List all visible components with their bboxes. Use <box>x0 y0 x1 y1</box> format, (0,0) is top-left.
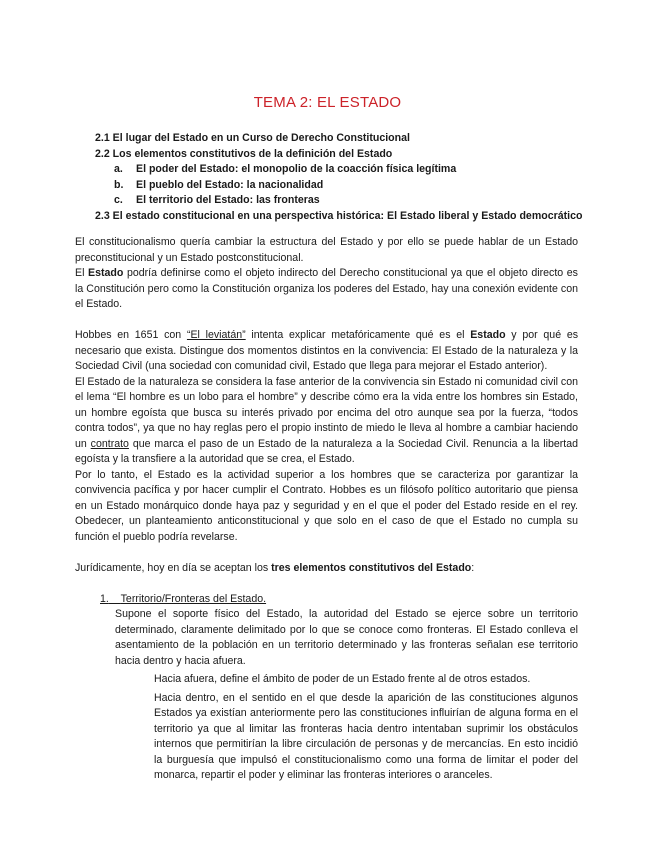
bold-term: Estado <box>88 267 124 279</box>
toc-subitem-b <box>0 178 655 194</box>
paragraph-elementos <box>75 561 578 577</box>
toc-item-2-1: 2.1 El lugar del Estado en un Curso de Derecho Constitucional <box>95 132 410 144</box>
toc-subitem-mark: a. <box>114 163 123 175</box>
paragraph-estado-naturaleza <box>75 375 578 468</box>
item-description: Supone el soporte físico del Estado, la autoridad del Estado se ejerce sobre un territorio determinado, claramente delimitado por lo que se conoce como fronteras. El Estado conlleva el asentamiento de la población en un territorio determinado y las fronteras señalan ese territorio hacia dentro y hacia afuera. <box>115 608 578 667</box>
bullet-text: Hacia dentro, en el sentido en el que desde la aparición de las constituciones algunos Estados ya existían anteriormente pero las constituciones influirían de alguna forma en el territorio ya que al limitar las fronteras hacia dentro intentaban suprimir los obstáculos internos que permitirían la libre circulación de personas y de mercancías. En esto incidió la burguesía que impulsó el constitucionalismo como una forma de limitar el poder del monarca, repartir el poder y eliminar las fronteras interiores o aranceles. <box>154 691 578 781</box>
toc-subitem-mark: c. <box>114 194 123 206</box>
bullet-item <box>75 672 578 688</box>
underlined-term: contrato <box>90 437 129 450</box>
toc-subitem-mark: b. <box>114 178 124 191</box>
text-run: y por qué es necesario que exista. Distingue dos momentos distintos en la convivencia: El Estado de la naturaleza y la Sociedad Civil (una sociedad con comunidad civil, Estado que llega para mejorar el Estado anterior). <box>75 329 579 372</box>
bullet-item <box>75 691 578 784</box>
toc-subitem-text: El pueblo del Estado: la nacionalidad <box>136 178 324 191</box>
toc-subitem-text: El territorio del Estado: las fronteras <box>136 194 320 206</box>
toc-subitem-text: El poder del Estado: el monopolio de la coacción física legítima <box>136 163 457 175</box>
paragraph-hobbes <box>75 328 578 375</box>
item-title: Territorio/Fronteras del Estado. <box>120 592 267 605</box>
text-run: El Estado de la naturaleza se considera la fase anterior de la convivencia sin Estado ni comunidad civil con el lema “El hombre es un lobo para el hombre” y describe cómo era la vida entre los hombres sin Estado, un hombre egoísta que busca su interés privado por encima del otro aunque sea por la fuerza, “todos contra todos”, ya que no hay reglas pero el propio instinto de miedo le lleva al hombre a cambiar haciendo un <box>75 375 578 450</box>
toc-subitem-a <box>0 162 655 178</box>
text-run: : <box>471 561 475 574</box>
text-run: que marca el paso de un Estado de la naturaleza a la Sociedad Civil. Renuncia a la libertad egoísta y la transfiere a la autoridad que se crea, el Estado. <box>75 437 578 465</box>
text-run: Hobbes en 1651 con <box>75 329 187 341</box>
paragraph-conclusion: Por lo tanto, el Estado es la actividad superior a los hombres que se caracteriza por garantizar la convivencia pacífica y por hacer cumplir el Contrato. Hobbes es un filósofo político autoritario que piensa en un Estado monárquico donde haya paz y seguridad y en el que el poder del Estado reside en el rey. Obedecer, un planteamiento anticonstitucional y que solo en el caso de que el Estado no cumpla su función el pueblo podría revelarse. <box>75 468 578 543</box>
page-title: TEMA 2: EL ESTADO <box>253 94 402 111</box>
toc-item-2-3: 2.3 El estado constitucional en una perspectiva histórica: El Estado liberal y Estado democrático <box>95 209 583 222</box>
text-run: podría definirse como el objeto indirecto del Derecho constitucional ya que el objeto directo es la Constitución pero como la Constitución organiza los poderes del Estado, hay una conexión evidente con el Estado. <box>75 267 578 310</box>
text-run: El <box>75 267 89 279</box>
text-run: Jurídicamente, hoy en día se aceptan los <box>75 561 272 574</box>
toc-item-2-2: 2.2 Los elementos constitutivos de la definición del Estado <box>95 147 393 160</box>
bold-term: Estado <box>470 329 506 341</box>
paragraph-intro: El constitucionalismo quería cambiar la estructura del Estado y por ello se puede hablar de un Estado preconstitucional y un Estado postconstitucional. <box>75 236 578 264</box>
text-run: intenta explicar metafóricamente qué es el <box>245 329 471 341</box>
item-number: 1. <box>100 592 109 605</box>
underlined-title: “El leviatán” <box>186 329 246 341</box>
body-text <box>75 235 578 784</box>
numbered-item-1 <box>75 592 578 608</box>
bullet-text: Hacia afuera, define el ámbito de poder de un Estado frente al de otros estados. <box>154 673 531 685</box>
numbered-item-1-body <box>75 607 578 669</box>
bold-term: tres elementos constitutivos del Estado <box>271 561 472 574</box>
table-of-contents <box>0 131 655 224</box>
item-heading <box>100 593 266 605</box>
toc-subitem-c <box>0 193 655 209</box>
paragraph-estado-definition <box>75 266 578 313</box>
